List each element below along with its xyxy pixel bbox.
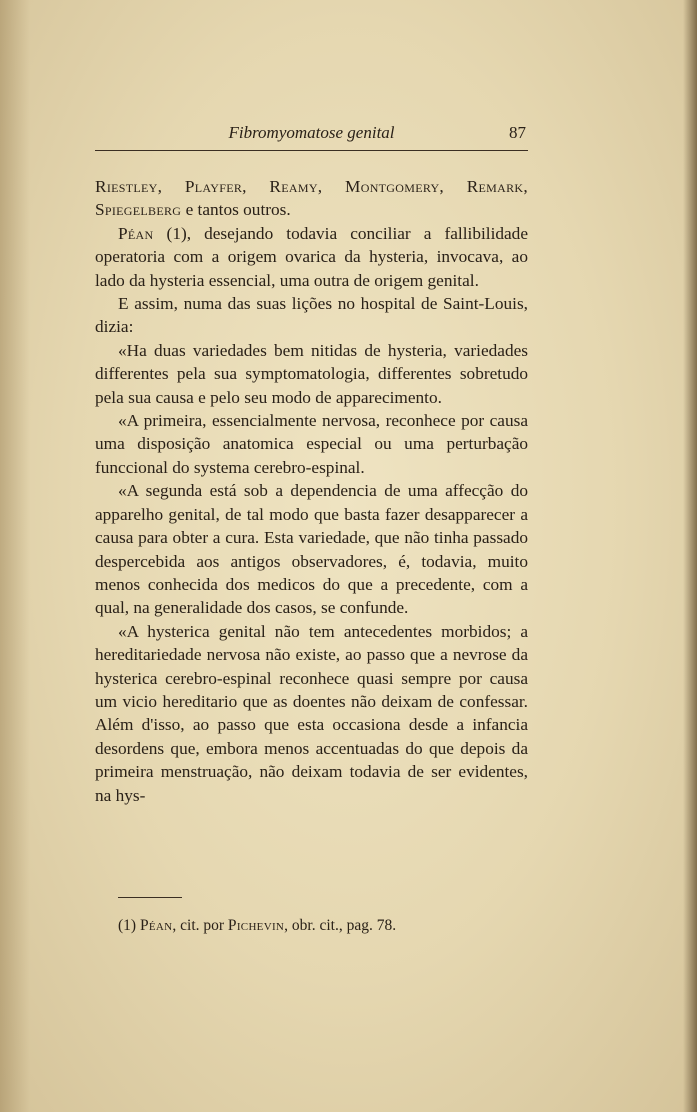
footnote-cited-author: Pichevin [227, 917, 285, 934]
page-shadow-right [683, 0, 697, 1112]
author-name: Péan [118, 223, 154, 243]
page-number: 87 [509, 123, 526, 142]
page-header [95, 120, 528, 151]
body-text [95, 175, 528, 807]
paragraph-3: E assim, numa das suas lições no hospital de Saint-Louis, dizia: [95, 294, 528, 337]
paragraph-6: «A segunda está sob a dependencia de uma affecção do apparelho genital, de tal modo que basta fazer desapparecer a causa para obter a cura. Esta variedade, que não tinha passado despercebida aos antigos observadores, é, todavia, muito menos conhecida dos medicos do que a precedente, com a qual, na generalidade dos casos, se confunde. [95, 481, 528, 618]
footnote-divider [118, 897, 182, 898]
footnote-marker: (1) [118, 917, 140, 934]
page-shadow-left [0, 0, 30, 1112]
footnote-mid: , cit. por [172, 917, 228, 934]
author-names: Riestley, Playfer, Reamy, Montgomery, Remark, [95, 177, 528, 196]
paragraph-5: «A primeira, essencialmente nervosa, reconhece por causa uma disposição anatomica especial ou uma perturbação funccional do systema cerebro-espinal. [95, 411, 528, 477]
paragraph-1 [95, 175, 528, 222]
paragraph-1-tail: e tantos outros. [181, 200, 291, 220]
footnote-author: Péan [139, 917, 173, 934]
paragraph-4: «Ha duas variedades bem nitidas de hysteria, variedades differentes pela sua symptomatologia, differentes sobretudo pela sua causa e pelo seu modo de apparecimento. [95, 340, 528, 407]
footnote [118, 916, 528, 936]
paragraph-2 [95, 222, 528, 292]
footnote-tail: , obr. cit., pag. 78. [284, 917, 397, 934]
author-name: Spiegelberg [95, 200, 182, 220]
running-title: Fibromyomatose genital [228, 123, 395, 142]
paragraph-2-text: (1), desejando todavia conciliar a fallibilidade operatoria com a origem ovarica da hysteria, invocava, ao lado da hysteria essencial, uma outra de origem genital. [95, 223, 528, 290]
paragraph-7: «A hysterica genital não tem antecedentes morbidos; a hereditariedade nervosa não existe, ao passo que a nevrose da hysterica cerebro-espinal reconhece quasi sempre por causa um vicio hereditario que as doentes não deixam de confessar. Além d'isso, ao passo que esta occasiona desde a infancia desordens que, embora menos accentuadas do que depois da primeira menstruação, não deixam todavia de ser evidentes, na hys- [95, 621, 528, 805]
